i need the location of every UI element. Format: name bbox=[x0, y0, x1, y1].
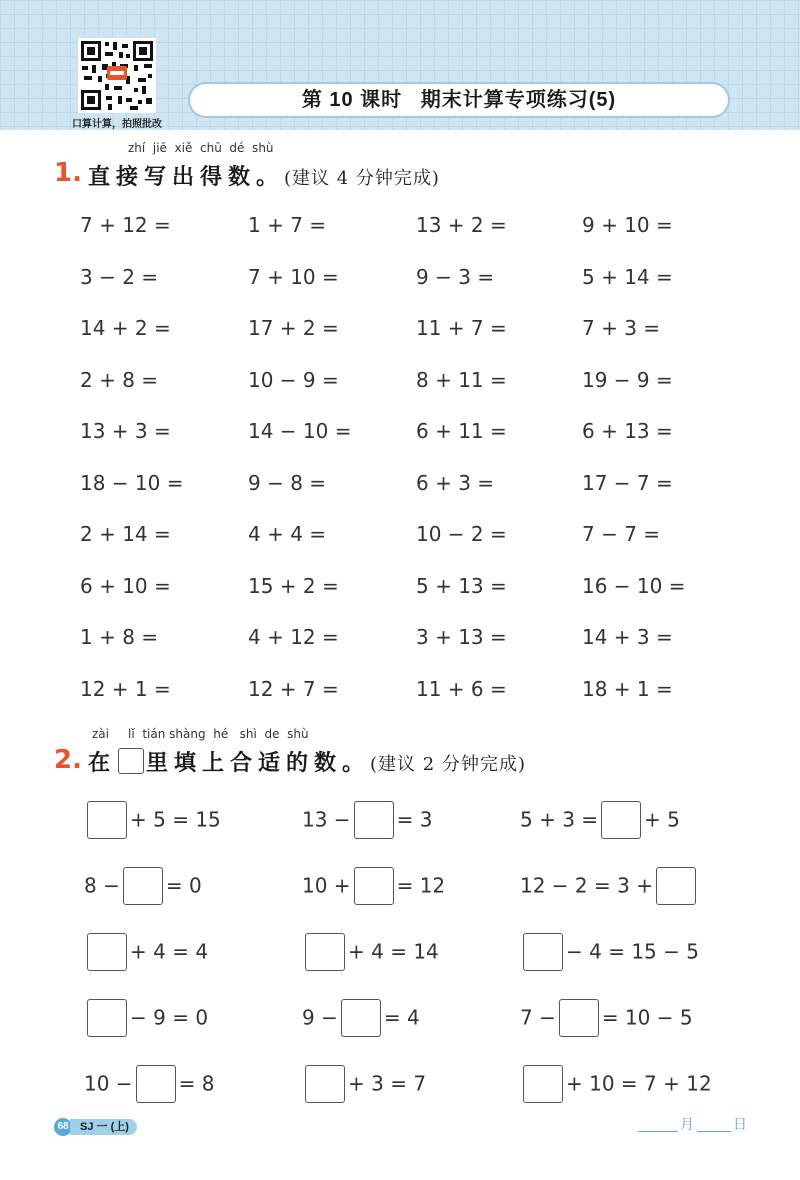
equation[interactable]: 14 + 2 = bbox=[80, 316, 171, 340]
equation[interactable]: 3 − 2 = bbox=[80, 264, 159, 289]
answer-box[interactable] bbox=[87, 933, 127, 971]
fill-in-problem bbox=[302, 864, 445, 904]
problem-suffix: + 5 = 15 bbox=[130, 807, 221, 832]
section1-pinyin: zhí jiē xiě chū dé shù bbox=[128, 141, 274, 155]
equation[interactable]: 9 − 3 = bbox=[416, 264, 495, 289]
section2-number: 2. bbox=[54, 745, 82, 775]
fill-in-problem bbox=[84, 864, 202, 904]
fill-in-problem bbox=[520, 1062, 712, 1102]
equation[interactable]: 18 − 10 = bbox=[80, 470, 184, 495]
answer-box[interactable] bbox=[87, 801, 127, 839]
fill-in-problem bbox=[520, 930, 699, 970]
problem-prefix: 8 − bbox=[84, 873, 120, 898]
qr-code-icon[interactable] bbox=[78, 38, 156, 113]
equation[interactable]: 1 + 7 = bbox=[248, 213, 327, 237]
problem-suffix: + 4 = 14 bbox=[348, 939, 439, 964]
equation[interactable]: 2 + 8 = bbox=[80, 367, 159, 392]
equation[interactable]: 18 + 1 = bbox=[582, 676, 673, 701]
problem-suffix: − 4 = 15 − 5 bbox=[566, 939, 699, 964]
fill-in-problem bbox=[302, 996, 420, 1036]
section1-title bbox=[88, 160, 440, 191]
day-label: 日 bbox=[733, 1116, 747, 1132]
equation[interactable]: 9 + 10 = bbox=[582, 213, 673, 237]
equation[interactable]: 17 − 7 = bbox=[582, 470, 673, 495]
problem-suffix: = 4 bbox=[383, 1005, 420, 1030]
answer-box[interactable] bbox=[523, 1065, 563, 1103]
equation[interactable]: 10 − 2 = bbox=[416, 522, 507, 546]
section2-hint: (建议 2 分钟完成) bbox=[370, 754, 526, 775]
month-line[interactable] bbox=[638, 1131, 678, 1132]
answer-box[interactable] bbox=[656, 867, 696, 905]
equation[interactable]: 7 + 10 = bbox=[248, 264, 339, 289]
problem-suffix: = 8 bbox=[178, 1071, 215, 1096]
problem-suffix: + 4 = 4 bbox=[130, 939, 209, 964]
equation[interactable]: 19 − 9 = bbox=[582, 367, 673, 392]
equation[interactable]: 10 − 9 = bbox=[248, 367, 339, 392]
fill-in-problem bbox=[520, 864, 699, 904]
problem-suffix: + 3 = 7 bbox=[348, 1071, 427, 1096]
equation[interactable]: 5 + 13 = bbox=[416, 573, 507, 598]
answer-box[interactable] bbox=[354, 867, 394, 905]
equation[interactable]: 11 + 7 = bbox=[416, 316, 507, 340]
problem-prefix: 5 + 3 = bbox=[520, 807, 599, 832]
equation[interactable]: 4 + 4 = bbox=[248, 522, 327, 546]
problem-suffix: = 0 bbox=[165, 873, 202, 898]
equation[interactable]: 13 + 2 = bbox=[416, 213, 507, 237]
problem-prefix: 10 + bbox=[302, 873, 351, 898]
section2-title bbox=[88, 746, 526, 777]
fill-in-problem bbox=[302, 798, 432, 838]
answer-box[interactable] bbox=[559, 999, 599, 1037]
equation[interactable]: 6 + 10 = bbox=[80, 573, 171, 598]
lesson-label: 第 10 课时 bbox=[301, 89, 403, 111]
equation[interactable]: 13 + 3 = bbox=[80, 419, 171, 443]
problem-suffix: = 12 bbox=[396, 873, 446, 898]
book-tag: SJ 一 (上) bbox=[70, 1119, 137, 1135]
fill-in-problem bbox=[84, 798, 221, 838]
problem-prefix: 12 − 2 = 3 + bbox=[520, 873, 653, 898]
section1-hint: (建议 4 分钟完成) bbox=[284, 168, 440, 189]
equation[interactable]: 14 − 10 = bbox=[248, 419, 352, 443]
answer-box[interactable] bbox=[123, 867, 163, 905]
equation[interactable]: 16 − 10 = bbox=[582, 573, 686, 598]
problem-suffix: = 10 − 5 bbox=[601, 1005, 693, 1030]
equation[interactable]: 17 + 2 = bbox=[248, 316, 339, 340]
qr-caption: 口算计算，拍照批改 bbox=[72, 119, 162, 130]
equation[interactable]: 7 + 12 = bbox=[80, 213, 171, 237]
fill-in-problem bbox=[84, 1062, 214, 1102]
fill-in-problem bbox=[302, 930, 439, 970]
month-label: 月 bbox=[680, 1116, 694, 1132]
answer-box[interactable] bbox=[87, 999, 127, 1037]
problem-suffix: + 5 bbox=[644, 807, 680, 832]
section2-pinyin: zài lǐ tián shàng hé shì de shù bbox=[92, 727, 309, 741]
equation[interactable]: 6 + 3 = bbox=[416, 470, 495, 495]
equation[interactable]: 8 + 11 = bbox=[416, 367, 507, 392]
answer-box[interactable] bbox=[601, 801, 641, 839]
problem-prefix: 7 − bbox=[520, 1005, 556, 1030]
answer-box[interactable] bbox=[354, 801, 394, 839]
problem-suffix: − 9 = 0 bbox=[130, 1005, 209, 1030]
equation[interactable]: 12 + 1 = bbox=[80, 676, 171, 701]
problem-prefix: 9 − bbox=[302, 1005, 338, 1030]
title-text: 期末计算专项练习(5) bbox=[420, 89, 617, 111]
equation[interactable]: 1 + 8 = bbox=[80, 625, 159, 649]
equation[interactable]: 7 − 7 = bbox=[582, 522, 661, 546]
page-title bbox=[190, 84, 728, 116]
blank-box-icon bbox=[118, 748, 144, 774]
equation[interactable]: 4 + 12 = bbox=[248, 625, 339, 649]
equation[interactable]: 14 + 3 = bbox=[582, 625, 673, 649]
answer-box[interactable] bbox=[136, 1065, 176, 1103]
answer-box[interactable] bbox=[523, 933, 563, 971]
section1-title-text: 直接写出得数。 bbox=[88, 164, 285, 189]
equation[interactable]: 12 + 7 = bbox=[248, 676, 339, 701]
problem-prefix: 13 − bbox=[302, 807, 351, 832]
equation[interactable]: 6 + 11 = bbox=[416, 419, 507, 443]
fill-in-problem bbox=[84, 996, 208, 1036]
section2-title-b: 里填上合适的数。 bbox=[146, 750, 371, 775]
equation[interactable]: 7 + 3 = bbox=[582, 316, 661, 340]
problem-prefix: 10 − bbox=[84, 1071, 133, 1096]
equation[interactable]: 11 + 6 = bbox=[416, 676, 507, 701]
equation[interactable]: 15 + 2 = bbox=[248, 573, 339, 598]
equation[interactable]: 2 + 14 = bbox=[80, 522, 171, 546]
fill-in-problem bbox=[84, 930, 208, 970]
problem-suffix: = 3 bbox=[396, 807, 433, 832]
answer-box[interactable] bbox=[305, 1065, 345, 1103]
fill-in-problem bbox=[520, 996, 693, 1036]
answer-box[interactable] bbox=[305, 933, 345, 971]
problem-suffix: + 10 = 7 + 12 bbox=[566, 1071, 712, 1096]
page-number: 68 bbox=[54, 1118, 72, 1136]
equation[interactable]: 3 + 13 = bbox=[416, 625, 507, 649]
answer-box[interactable] bbox=[341, 999, 381, 1037]
equation[interactable]: 9 − 8 = bbox=[248, 470, 327, 495]
section2-title-a: 在 bbox=[88, 750, 117, 775]
day-line[interactable] bbox=[697, 1131, 731, 1132]
fill-in-problem bbox=[302, 1062, 426, 1102]
equation[interactable]: 5 + 14 = bbox=[582, 264, 673, 289]
equation[interactable]: 6 + 13 = bbox=[582, 419, 673, 443]
fill-in-problem bbox=[520, 798, 680, 838]
section1-number: 1. bbox=[54, 158, 82, 188]
